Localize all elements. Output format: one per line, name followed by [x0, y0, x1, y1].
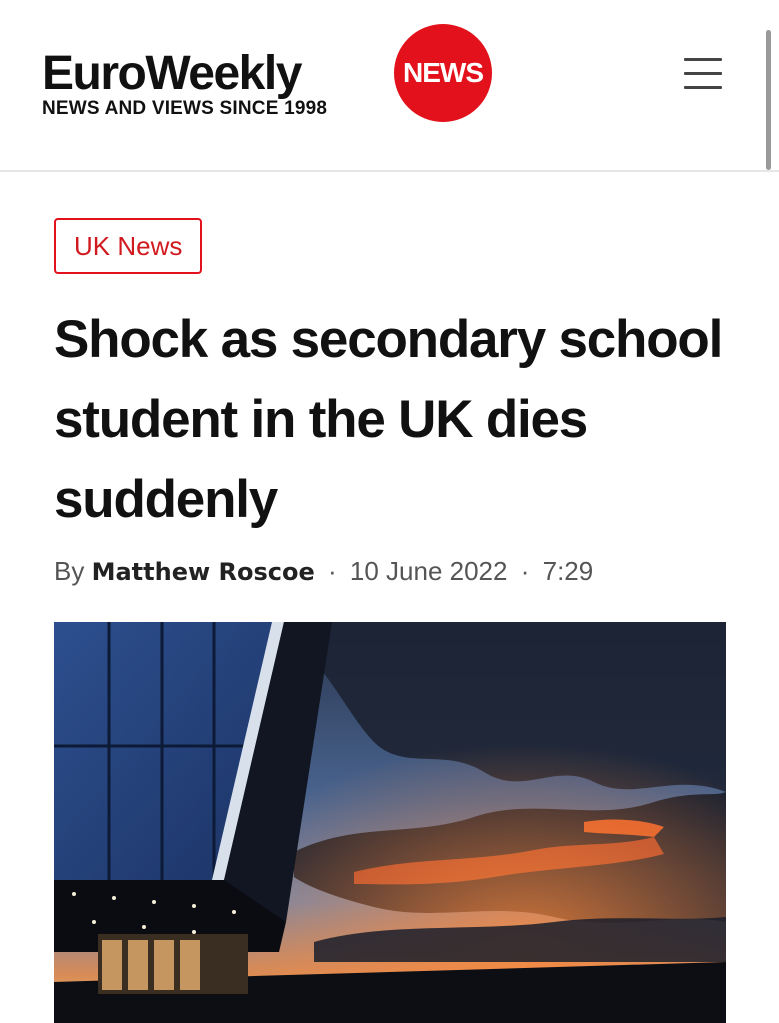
logo-wordmark: EuroWeekly: [42, 47, 301, 100]
byline-separator: ·: [327, 556, 337, 586]
site-header: [0, 0, 779, 172]
author-link[interactable]: Matthew Roscoe: [91, 558, 315, 586]
hamburger-menu-icon[interactable]: [680, 54, 728, 94]
hero-image: [54, 622, 726, 1023]
publish-date: 10 June 2022: [349, 556, 508, 586]
logo-news-badge: NEWS: [394, 24, 492, 122]
byline-prefix: By: [54, 556, 85, 586]
article-headline: Shock as secondary school student in the UK dies suddenly: [54, 310, 723, 529]
article-byline: [54, 556, 593, 587]
site-logo[interactable]: [42, 24, 502, 134]
publish-time: 7:29: [542, 556, 594, 586]
logo-tagline: NEWS AND VIEWS SINCE 1998: [42, 98, 328, 119]
byline-separator: ·: [520, 556, 530, 586]
scrollbar[interactable]: [766, 30, 771, 170]
category-tag[interactable]: UK News: [54, 218, 202, 274]
